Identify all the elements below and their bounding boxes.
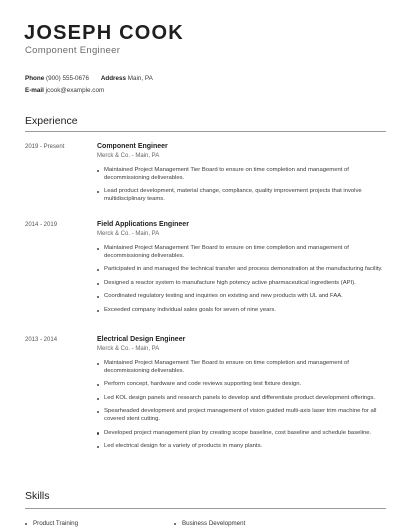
list-item: Led KOL design panels and research panels to develop and differentiate product development offerings. <box>97 395 387 403</box>
skill-item-2: Business Development <box>174 520 245 527</box>
experience-divider <box>25 131 386 132</box>
job-3-title: Electrical Design Engineer <box>97 336 186 343</box>
skills-heading: Skills <box>25 490 50 502</box>
experience-heading: Experience <box>25 115 78 127</box>
skill-item-1: Product Training <box>25 520 78 527</box>
list-item: Coordinated regulatory testing and inquiries on existing and new products with UL and FAA. <box>97 293 387 301</box>
contact-line-2 <box>25 87 104 94</box>
email-value: jcook@example.com <box>45 87 105 94</box>
candidate-title: Component Engineer <box>25 45 121 56</box>
skills-divider <box>25 508 386 509</box>
email-label: E-mail <box>25 87 44 94</box>
list-item: Maintained Project Management Tier Board to ensure on time completion and management of decommissioning deliverables. <box>97 167 387 182</box>
job-1-title: Component Engineer <box>97 143 168 150</box>
list-item: Led electrical design for a variety of products in many plants. <box>97 443 387 451</box>
job-2-title: Field Applications Engineer <box>97 221 189 228</box>
job-1-dates: 2019 - Present <box>25 144 65 150</box>
job-2-dates: 2014 - 2019 <box>25 222 58 228</box>
job-3-dates: 2013 - 2014 <box>25 337 58 343</box>
list-item: Spearheaded development and project management of vision guided multi-axis laser trim machine for all covered stent cutting. <box>97 408 387 423</box>
job-3-company: Merck & Co. - Main, PA <box>97 346 160 352</box>
list-item: Participated in and managed the technical transfer and process demonstration at the manufacturing facility. <box>97 266 387 274</box>
phone-label: Phone <box>25 75 45 82</box>
candidate-name: JOSEPH COOK <box>24 22 184 44</box>
job-3-bullets <box>97 360 387 457</box>
list-item: Lead product development, material change, compliance, quality improvement projects that involve multidisciplinary teams. <box>97 188 387 203</box>
list-item: Designed a reactor system to manufacture high potency active pharmaceutical ingredients (API). <box>97 280 387 288</box>
list-item: Developed project management plan by creating scope baseline, cost baseline and schedule baseline. <box>97 430 387 438</box>
list-item: Maintained Project Management Tier Board to ensure on time completion and management of decommissioning deliverables. <box>97 245 387 260</box>
job-1-bullets <box>97 167 387 209</box>
address-value: Main, PA <box>127 75 153 82</box>
list-item: Exceeded company individual sales goals for seven of nine years. <box>97 307 387 315</box>
job-1-company: Merck & Co. - Main, PA <box>97 153 160 159</box>
contact-line-1 <box>25 75 153 82</box>
phone-value: (900) 555-0676 <box>46 75 90 82</box>
list-item: Perform concept, hardware and code reviews supporting test fixture design. <box>97 381 387 389</box>
job-2-company: Merck & Co. - Main, PA <box>97 231 160 237</box>
address-label: Address <box>100 75 127 82</box>
job-2-bullets <box>97 245 387 321</box>
list-item: Maintained Project Management Tier Board to ensure on time completion and management of decommissioning deliverables. <box>97 360 387 375</box>
